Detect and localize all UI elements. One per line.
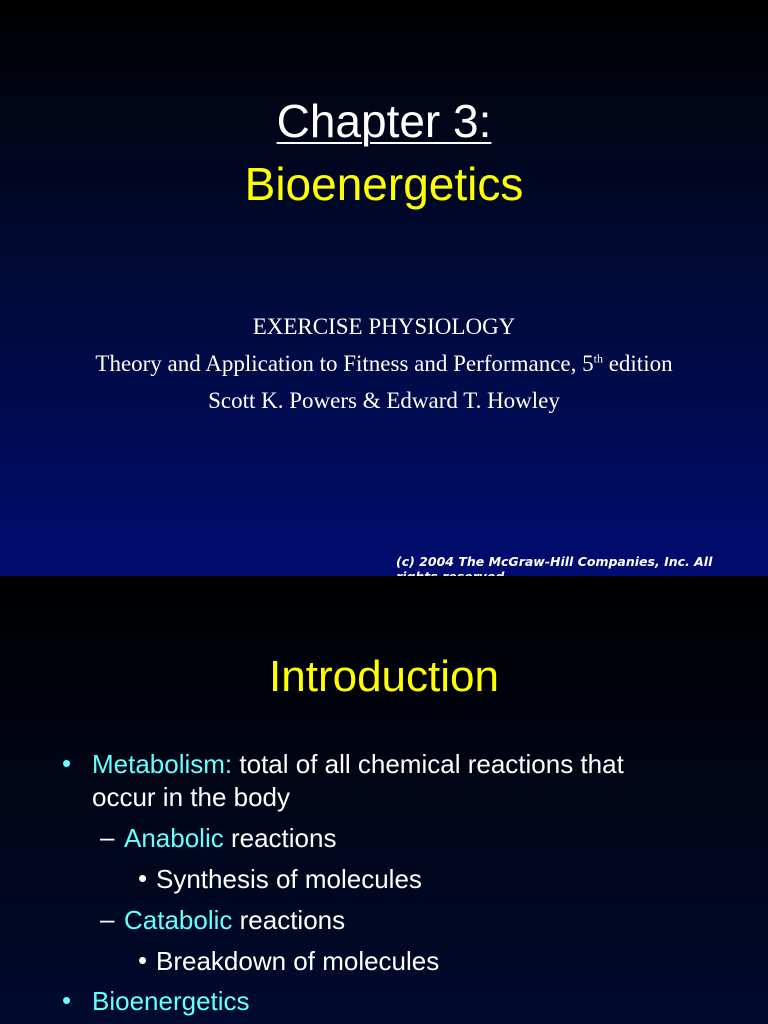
chapter-title: Chapter 3: [276, 95, 492, 147]
dash-marker: – [100, 904, 115, 934]
dash-marker: – [100, 822, 115, 852]
book-authors: Scott K. Powers & Edward T. Howley [208, 388, 560, 413]
copyright-notice: (c) 2004 The McGraw-Hill Companies, Inc. All [396, 554, 713, 569]
introduction-slide [0, 576, 768, 1024]
book-subtitle: Theory and Application to Fitness and Performance, 5th edition [95, 351, 673, 376]
bullet-synthesis: Synthesis of molecules [156, 864, 422, 894]
bullet-bioenergetics: Bioenergetics [92, 986, 250, 1016]
bullet-metabolism: Metabolism: total of all chemical reactions that occur in the body [92, 749, 624, 812]
bullet-breakdown: Breakdown of molecules [156, 946, 440, 976]
bullet-marker: • [138, 945, 148, 975]
book-series: EXERCISE PHYSIOLOGY [252, 314, 516, 339]
slide-title: Introduction [269, 652, 499, 701]
bullet-marker: • [62, 748, 72, 778]
bullet-marker: • [62, 985, 72, 1015]
bullet-anabolic: Anabolic reactions [124, 823, 337, 853]
chapter-subtitle: Bioenergetics [244, 158, 524, 210]
bullet-catabolic: Catabolic reactions [124, 905, 346, 935]
bullet-marker: • [138, 863, 148, 893]
